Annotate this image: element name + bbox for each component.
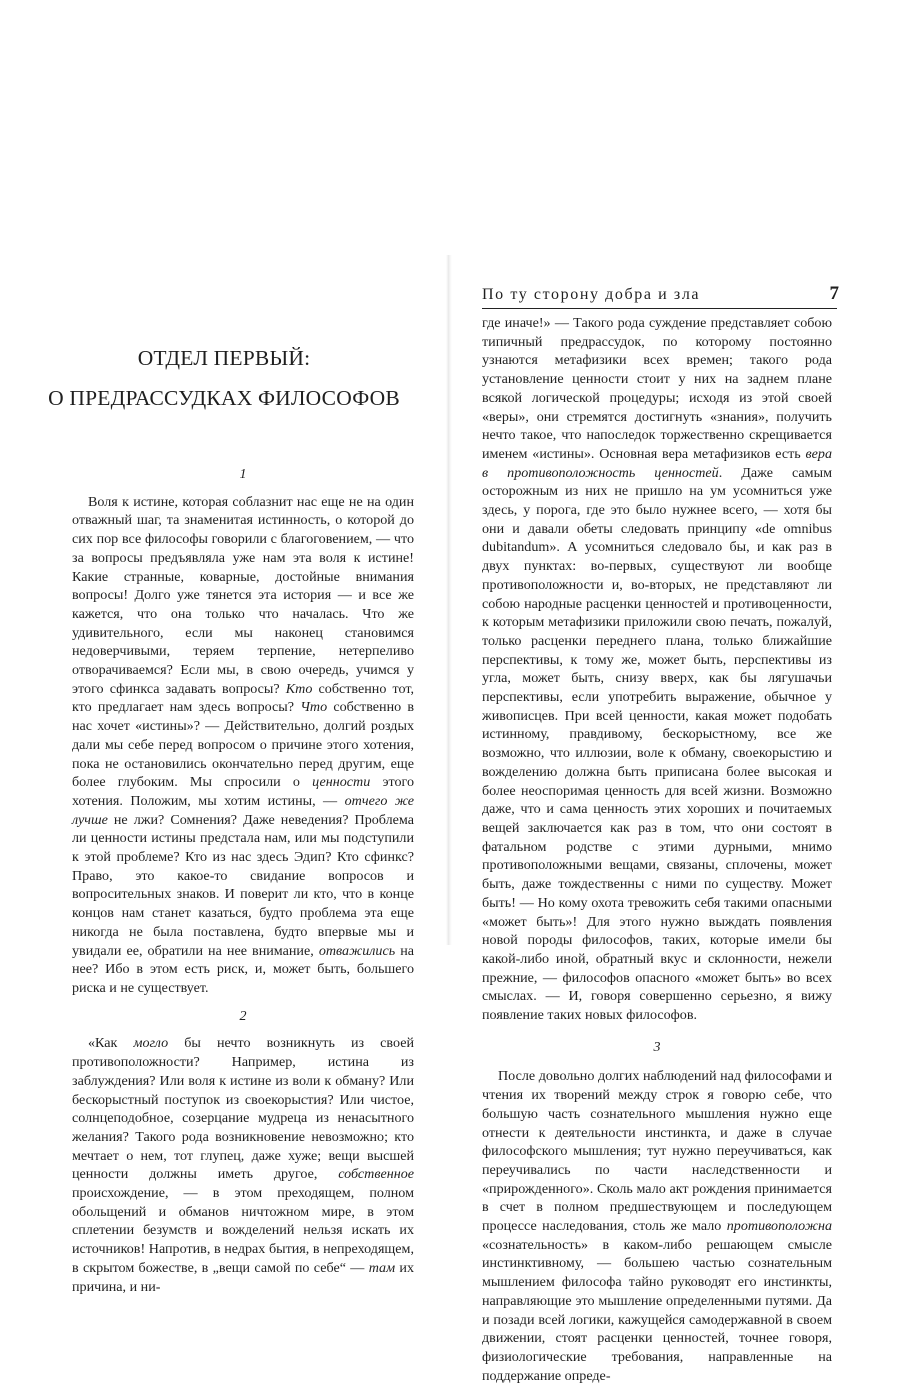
part-title: ОТДЕЛ ПЕРВЫЙ: (137, 346, 311, 370)
paragraph: После довольно долгих наблюдений над философами и чтения их творений между строк я говорю себе, что большую часть сознательного мышления нужно еще отнести к деятельности инстинкта, и даже в случае философского мышления; тут нужно переучиваться, как переучивались по части наследственности и «прирожденного». Сколь мало акт рождения принимается в счет в полном предшествующем и последующем процессе наследования, столь же мало противоположна «сознательность» в каком-либо решающем смысле инстинктивному, — большею частью сознательным мышлением философа тайно руководят его инстинкты, направляющие это мышление определенными путями. Да и позади всей логики, кажущейся самодержавной в своем движении, стоят расценки ценностей, точнее говоря, физиологические требования, направленные на поддержание опреде- (482, 1068, 832, 1384)
left-page (0, 0, 448, 1295)
part-subtitle: О ПРЕДРАССУДКАХ ФИЛОСОФОВ (48, 386, 400, 410)
paragraph: Воля к истине, которая соблазнит нас еще не на один отважный шаг, та знаменитая истинность, о которой до сих пор все философы говорили с благоговением, — что за вопросы предъявляла уже нам эта воля к истине! Какие странные, коварные, достойные внимания вопросы! Долго уже тянется эта история — и все же кажется, что она только что началась. Что же удивительного, если мы наконец становимся недоверчивыми, теряем терпение, нетерпеливо отворачиваемся? Если мы, в свою очередь, учимся у этого сфинкса задавать вопросы? Кто собственно тот, кто предлагает нам здесь вопросы? Что собственно в нас хочет «истины»? — Действительно, долгий роздых дали мы себе перед вопросом о причине этого хотения, пока не остановились окончательно перед другим, еще более глубоким. Мы спросили о ценности этого хотения. Положим, мы хотим истины, — отчего же лучше не лжи? Сомнения? Даже неведения? Проблема ли ценности истины предстала нам, или мы подступили к этой проблеме? Кто из нас здесь Эдип? Кто сфинкс? Право, это какое-то свидание вопросов и вопросительных знаков. И поверит ли кто, что в конце концов нам станет казаться, будто проблема эта еще никогда не была поставлена, будто впервые мы и увидали ее, обратили на нее внимание, отважились на нее? Ибо в этом есть риск, и, может быть, большего риска и не существует. (72, 493, 415, 996)
right-page (452, 0, 900, 1384)
paragraph: где иначе!» — Такого рода суждение представляет собою типичный предрассудок, по которому постоянно узнаются метафизики всех времен; такого рода установление ценности стоит у них на заднем плане всякой логической процедуры; исходя из этой своей «веры», они стремятся достигнуть «знания», получить нечто такое, что напоследок торжественно скрещивается именем «истины». Основная вера метафизиков есть вера в противоположность ценностей. Даже самым осторожным из них не пришло на ум усомниться уже здесь, у порога, где это было нужнее всего, — хотя бы они и давали обеты следовать принципу «de omnibus dubitandum». А усомниться следовало бы, и как раз в двух пунктах: во-первых, существуют ли вообще противоположности и, во-вторых, не представляют ли собою народные расценки ценностей и противоценности, к которым метафизики приложили свою печать, пожалуй, только расценки переднего плана, только ближайшие перспективы, к тому же, может быть, перспективы из угла, может быть, снизу вверх, как бы лягушачьи перспективы, если употребить выражение, обычное у живописцев. При всей ценности, какая может подобать истинному, правдивому, бескорыстному, все же возможно, что иллюзии, воле к обману, своекорыстию и вожделению должна быть приписана более высокая и более неоспоримая ценность для всей жизни. Возможно даже, что и сама ценность этих хороших и почитаемых вещей заключается как раз в том, что они состоят в фатальном родстве с этими дурными, мнимо противоположными вещами, связаны, сплочены, может быть, даже тождественны с ними по существу. Может быть! — Но кому охота тревожить себя такими опасными «может быть»! Для этого нужно выждать появления новой породы философов, таких, которые имели бы какой-либо иной, обратный вкус и склонности, нежели прежние, — философов опасного «может быть» во всех смыслах. — И, говоря совершенно серьезно, я вижу появление таких новых философов. (482, 315, 832, 1024)
paragraph: «Как могло бы нечто возникнуть из своей противоположности? Например, истина из заблуждения? Или воля к истине из воли к обману? Или бескорыстный поступок из своекорыстия? Или чистое, солнцеподобное, созерцание мудреца из ненасытного желания? Такого рода возникновение невозможно; кто мечтает о нем, тот глупец, даже хуже; вещи высшей ценности должны иметь другое, собственное происхождение, — в этом преходящем, полном обольщений и обманов ничтожном мире, в этом сплетении безумств и вожделений нельзя искать их источников! Напротив, в недрах бытия, в непреходящем, в скрытом божестве, в „вещи самой по себе“ — там их причина, и ни- (72, 1035, 414, 1295)
section-number: 2 (239, 1008, 247, 1024)
section-2-continuation (482, 314, 832, 1385)
section-number: 3 (653, 1039, 661, 1055)
running-header (482, 283, 839, 309)
running-head: По ту сторону добра и зла (482, 286, 701, 303)
section-1 (72, 466, 414, 1296)
section-number: 1 (239, 467, 247, 482)
page-number: 7 (829, 283, 839, 304)
part-heading (0, 338, 448, 418)
